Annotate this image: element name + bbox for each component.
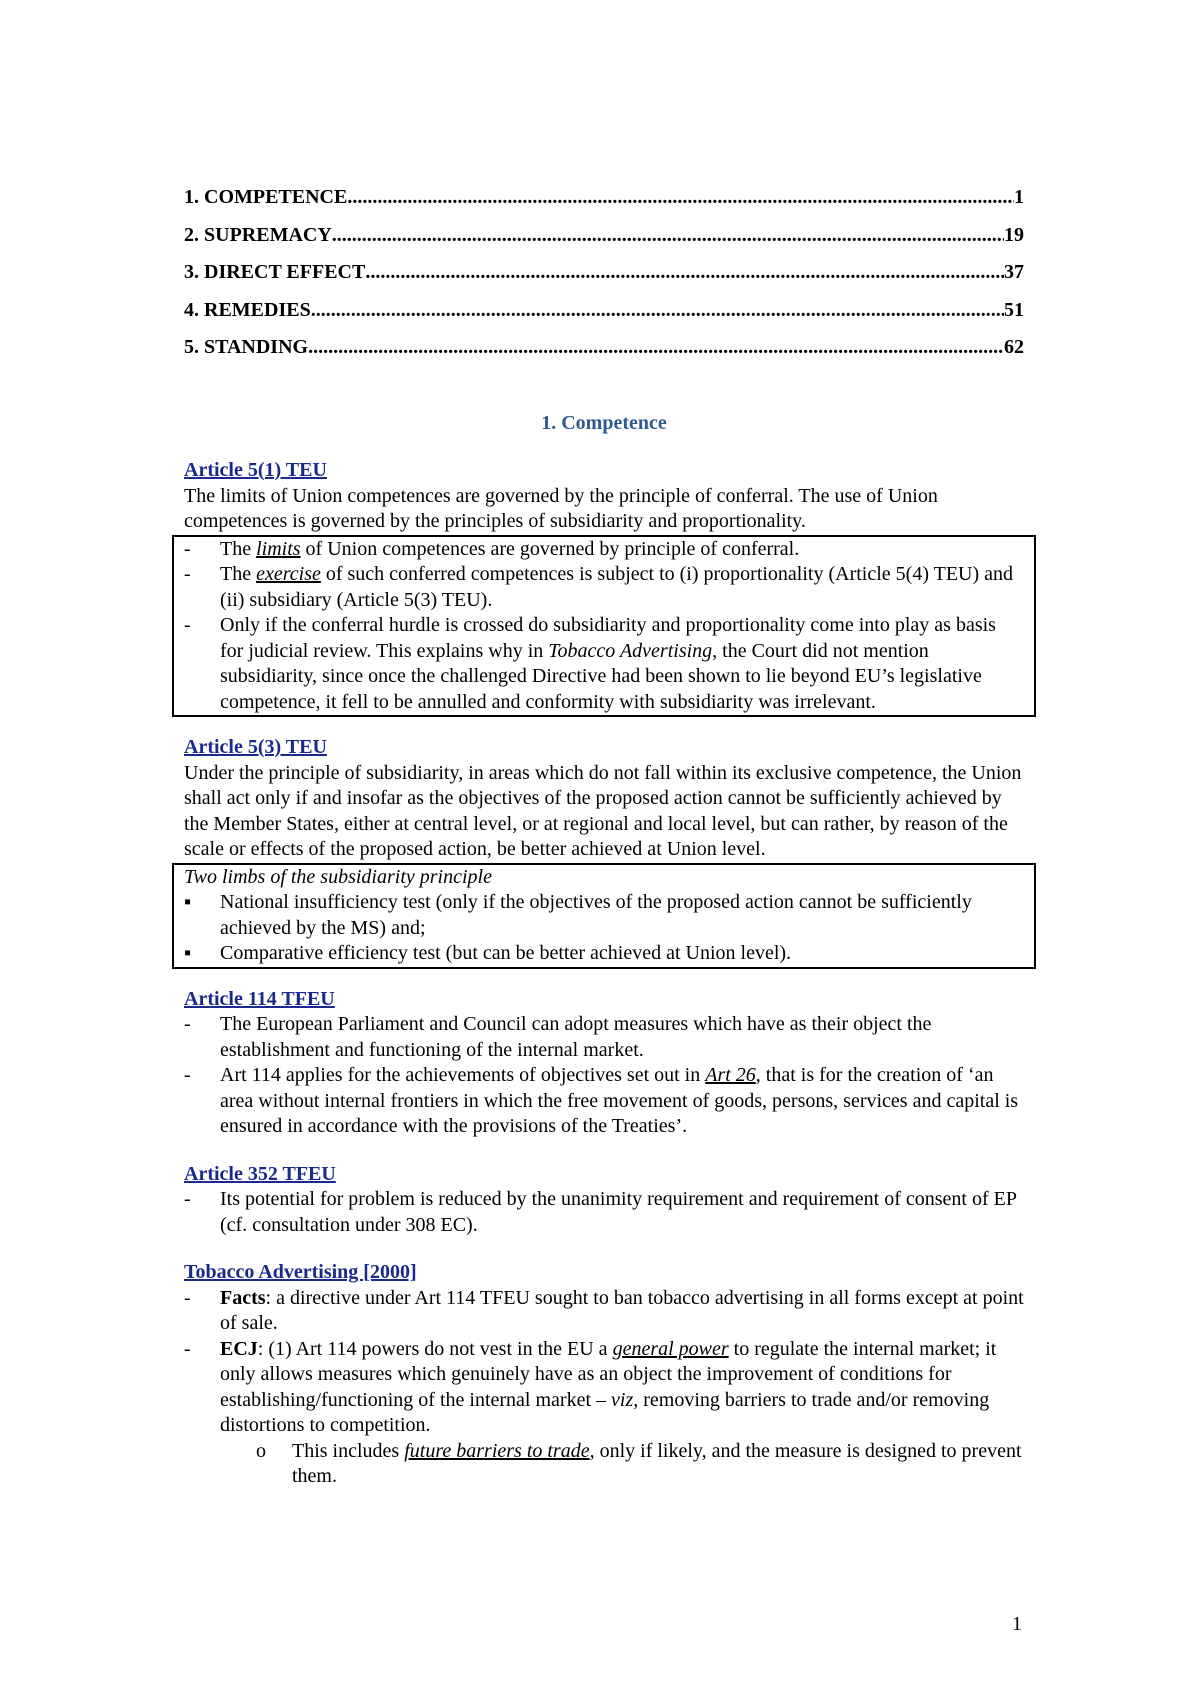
text-run: This includes [292, 1439, 405, 1462]
document-page [184, 185, 1024, 1508]
text-run: Art 114 applies for the achievements of objectives set out in [220, 1064, 706, 1086]
text-run: The [220, 537, 257, 560]
text-run: Comparative efficiency test (but can be better achieved at Union level). [220, 942, 792, 964]
toc-entry-page: 19 [1004, 223, 1024, 246]
dash-marker: - [184, 537, 191, 560]
toc-leader-dots [365, 260, 1004, 286]
dash-marker: - [184, 1013, 191, 1035]
facts-label: Facts [220, 1286, 266, 1309]
article-5-1-notes-box [172, 535, 1036, 718]
dash-marker: - [184, 1188, 191, 1210]
article-5-3-text: Under the principle of subsidiarity, in areas which do not fall within its exclusive competence, the Union shall act only if and insofar as the objectives of the proposed action cannot be sufficiently achieved by the Member States, either at central level, or at regional and local level, but can rather, by reason of the scale or effects of the proposed action, be better achieved at Union level. [184, 761, 1022, 860]
article-114-heading[interactable]: Article 114 TFEU [184, 987, 335, 1010]
list-item [184, 1187, 1024, 1238]
text-run: , removing barriers to trade and/or removing distortions to competition. [220, 1388, 990, 1436]
text-run: of such conferred competences is subject to (i) proportionality (Article 5(4) TEU) and (ii) subsidiary (Article 5(3) TEU). [220, 563, 1014, 611]
toc-entry[interactable] [184, 223, 1024, 261]
toc-entry-label: 5. STANDING [184, 336, 309, 358]
square-bullet-icon: ▪ [184, 942, 192, 964]
emphasis-text: limits [256, 537, 301, 560]
toc-entry[interactable] [184, 260, 1024, 298]
list-item [184, 941, 1024, 967]
text-run: The [220, 563, 257, 585]
list-item [184, 537, 1024, 563]
toc-leader-dots [308, 335, 1004, 361]
text-run: : (1) Art 114 powers do not vest in the EU a [257, 1337, 613, 1360]
viz-text: viz [611, 1388, 634, 1411]
list-item [184, 613, 1024, 715]
text-run: to regulate the internal market; it only allows measures which genuinely have as an object the improvement of conditions for establishing/functioning of the internal market – [220, 1337, 997, 1411]
page-number: 1 [1012, 1613, 1022, 1635]
toc-entry-page: 37 [1004, 261, 1024, 283]
dash-marker: - [184, 1286, 191, 1309]
list-item [184, 1063, 1024, 1140]
list-item [184, 890, 1024, 941]
article-352-heading[interactable]: Article 352 TFEU [184, 1162, 336, 1185]
toc-entry-label: 2. SUPREMACY [184, 223, 332, 246]
list-item [184, 1286, 1024, 1337]
toc-entry[interactable] [184, 185, 1024, 223]
article-5-1-heading[interactable]: Article 5(1) TEU [184, 459, 327, 481]
box-title: Two limbs of the subsidiarity principle [184, 865, 492, 888]
subsidiarity-limbs-box [172, 863, 1036, 969]
toc-leader-dots [311, 298, 1004, 324]
text-run: , only if likely, and the measure is designed to prevent them. [292, 1439, 1022, 1487]
toc-entry[interactable] [184, 335, 1024, 373]
text-run: : a directive under Art 114 TFEU sought to ban tobacco advertising in all forms except at point of sale. [220, 1286, 1024, 1334]
text-run: , the Court did not mention subsidiarity, since once the challenged Directive had been shown to lie beyond EU’s legislative competence, it fell to be annulled and conformity with subsidiarity was irrelevant. [220, 639, 982, 713]
toc-leader-dots [347, 185, 1014, 211]
section-title: 1. Competence [541, 411, 667, 434]
toc-leader-dots [332, 223, 1004, 249]
text-run: of Union competences are governed by principle of conferral. [300, 537, 800, 560]
text-run: The European Parliament and Council can adopt measures which have as their object the establishment and functioning of the internal market. [220, 1013, 932, 1061]
emphasis-text: general power [612, 1337, 729, 1360]
emphasis-text: future barriers to trade [404, 1439, 590, 1462]
toc-entry-page: 62 [1004, 336, 1024, 358]
list-item [256, 1439, 1024, 1490]
toc-entry-page: 51 [1004, 298, 1024, 321]
toc-entry-page: 1 [1014, 186, 1024, 208]
text-run: Its potential for problem is reduced by the unanimity requirement and requirement of consent of EP (cf. consultation under 308 EC). [220, 1188, 1017, 1236]
text-run: Only if the conferral hurdle is crossed do subsidiarity and proportionality come into play as basis for judicial review. This explains why in [220, 614, 996, 662]
ecj-label: ECJ [220, 1337, 258, 1360]
circle-bullet-icon: o [256, 1439, 266, 1462]
tobacco-advertising-section [184, 1260, 1024, 1490]
dash-marker: - [184, 1337, 191, 1360]
article-5-3-heading[interactable]: Article 5(3) TEU [184, 736, 327, 758]
article-5-3-section [184, 735, 1024, 969]
dash-marker: - [184, 1064, 191, 1086]
dash-marker: - [184, 563, 191, 585]
article-5-1-text: The limits of Union competences are governed by the principle of conferral. The use of Union competences is governed by the principles of subsidiarity and proportionality. [184, 484, 938, 532]
toc-entry-label: 1. COMPETENCE [184, 186, 348, 208]
table-of-contents [184, 185, 1024, 373]
emphasis-text: exercise [256, 563, 321, 585]
text-run: , that is for the creation of ‘an area without internal frontiers in which the free movement of goods, persons, services and capital is ensured in accordance with the provisions of the Treaties’. [220, 1064, 1019, 1137]
toc-entry[interactable] [184, 298, 1024, 336]
square-bullet-icon: ▪ [184, 891, 192, 913]
toc-entry-label: 4. REMEDIES [184, 298, 311, 321]
article-114-section [184, 987, 1024, 1140]
toc-entry-label: 3. DIRECT EFFECT [184, 261, 366, 283]
case-name: Tobacco Advertising [548, 639, 713, 662]
list-item [184, 1337, 1024, 1439]
emphasis-text: Art 26 [705, 1064, 756, 1086]
article-5-1-section [184, 458, 1024, 717]
list-item [184, 562, 1024, 613]
text-run: National insufficiency test (only if the objectives of the proposed action cannot be sufficiently achieved by the MS) and; [220, 891, 972, 939]
dash-marker: - [184, 614, 191, 636]
article-352-section [184, 1162, 1024, 1239]
list-item [184, 1012, 1024, 1063]
tobacco-advertising-heading[interactable]: Tobacco Advertising [2000] [184, 1261, 417, 1283]
